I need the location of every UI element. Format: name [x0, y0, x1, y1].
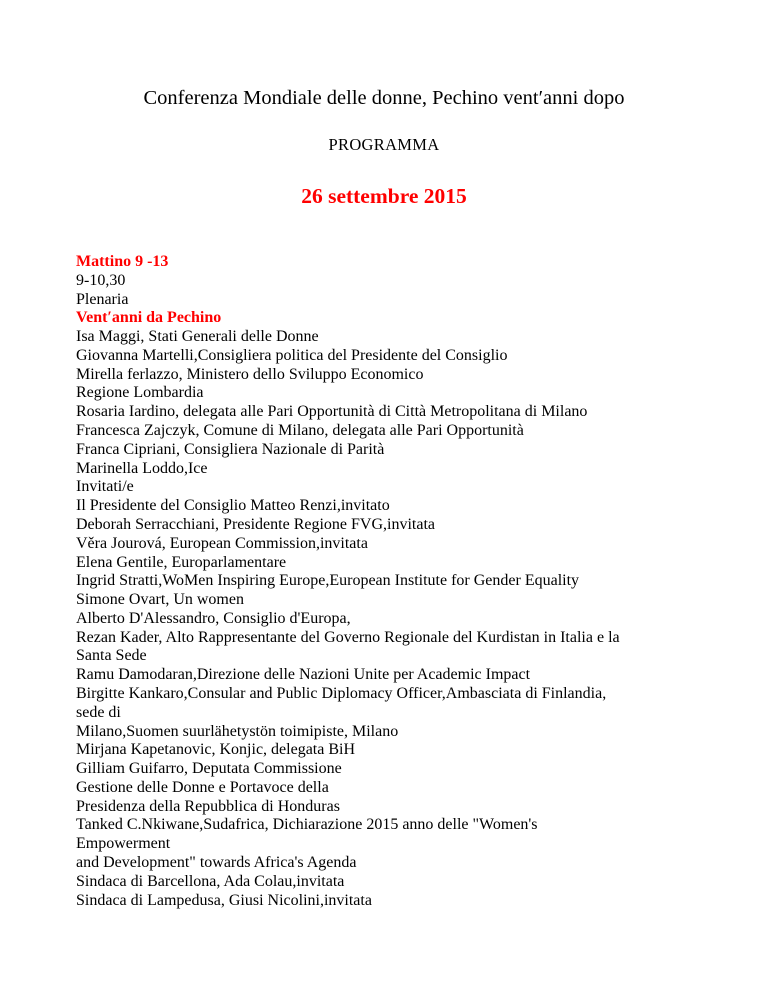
document-date: 26 settembre 2015 — [301, 184, 467, 208]
program-line: Empowerment — [76, 835, 171, 853]
program-line: Santa Sede — [76, 647, 147, 665]
program-line: Giovanna Martelli,Consigliera politica del Presidente del Consiglio — [76, 346, 508, 364]
program-line: Tanked C.Nkiwane,Sudafrica, Dichiarazione 2015 anno delle "Women's — [76, 816, 538, 834]
section-heading: Mattino 9 -13 — [76, 253, 169, 270]
program-line: Birgitte Kankaro,Consular and Public Diplomacy Officer,Ambasciata di Finlandia, — [76, 684, 607, 702]
program-line: Invitati/e — [76, 478, 134, 496]
program-line: Alberto D'Alessandro, Consiglio d'Europa, — [76, 609, 351, 627]
program-line: Plenaria — [76, 290, 129, 308]
program-line: Milano,Suomen suurlähetystön toimipiste, Milano — [76, 722, 399, 740]
program-line: sede di — [76, 703, 121, 721]
program-line: and Development" towards Africa's Agenda — [76, 854, 357, 871]
program-line: Mirella ferlazzo, Ministero dello Sviluppo Economico — [76, 365, 424, 383]
program-line: Věra Jourová, European Commission,invitata — [76, 534, 368, 552]
program-line: Deborah Serracchiani, Presidente Regione FVG,invitata — [76, 515, 435, 533]
program-line: Mirjana Kapetanovic, Konjic, delegata BiH — [76, 741, 356, 759]
program-line: Elena Gentile, Europarlamentare — [76, 553, 287, 571]
document-subtitle: PROGRAMMA — [328, 135, 440, 154]
program-body — [76, 253, 706, 910]
program-line: Il Presidente del Consiglio Matteo Renzi,invitato — [76, 497, 390, 515]
program-line: Presidenza della Repubblica di Honduras — [76, 797, 340, 815]
program-line: Sindaca di Lampedusa, Giusi Nicolini,invitata — [76, 891, 372, 909]
program-line: Francesca Zajczyk, Comune di Milano, delegata alle Pari Opportunità — [76, 422, 524, 440]
program-line: Regione Lombardia — [76, 384, 204, 402]
program-line: Ingrid Stratti,WoMen Inspiring Europe,European Institute for Gender Equality — [76, 572, 580, 590]
program-line: Rosaria Iardino, delegata alle Pari Opportunità di Città Metropolitana di Milano — [76, 403, 588, 421]
program-line: Simone Ovart, Un women — [76, 591, 244, 609]
program-line: Rezan Kader, Alto Rappresentante del Governo Regionale del Kurdistan in Italia e la — [76, 628, 620, 646]
document-title: Conferenza Mondiale delle donne, Pechino vent′anni dopo — [143, 87, 625, 109]
program-line: Marinella Loddo,Ice — [76, 459, 208, 477]
program-line: Ramu Damodaran,Direzione delle Nazioni Unite per Academic Impact — [76, 666, 531, 684]
program-line: Franca Cipriani, Consigliera Nazionale di Parità — [76, 440, 385, 458]
program-line: 9-10,30 — [76, 271, 126, 289]
program-line: Isa Maggi, Stati Generali delle Donne — [76, 328, 319, 346]
program-line: Gilliam Guifarro, Deputata Commissione — [76, 760, 342, 778]
section-heading: Vent′anni da Pechino — [76, 309, 222, 327]
program-line: Gestione delle Donne e Portavoce della — [76, 778, 329, 796]
program-line: Sindaca di Barcellona, Ada Colau,invitata — [76, 872, 345, 890]
